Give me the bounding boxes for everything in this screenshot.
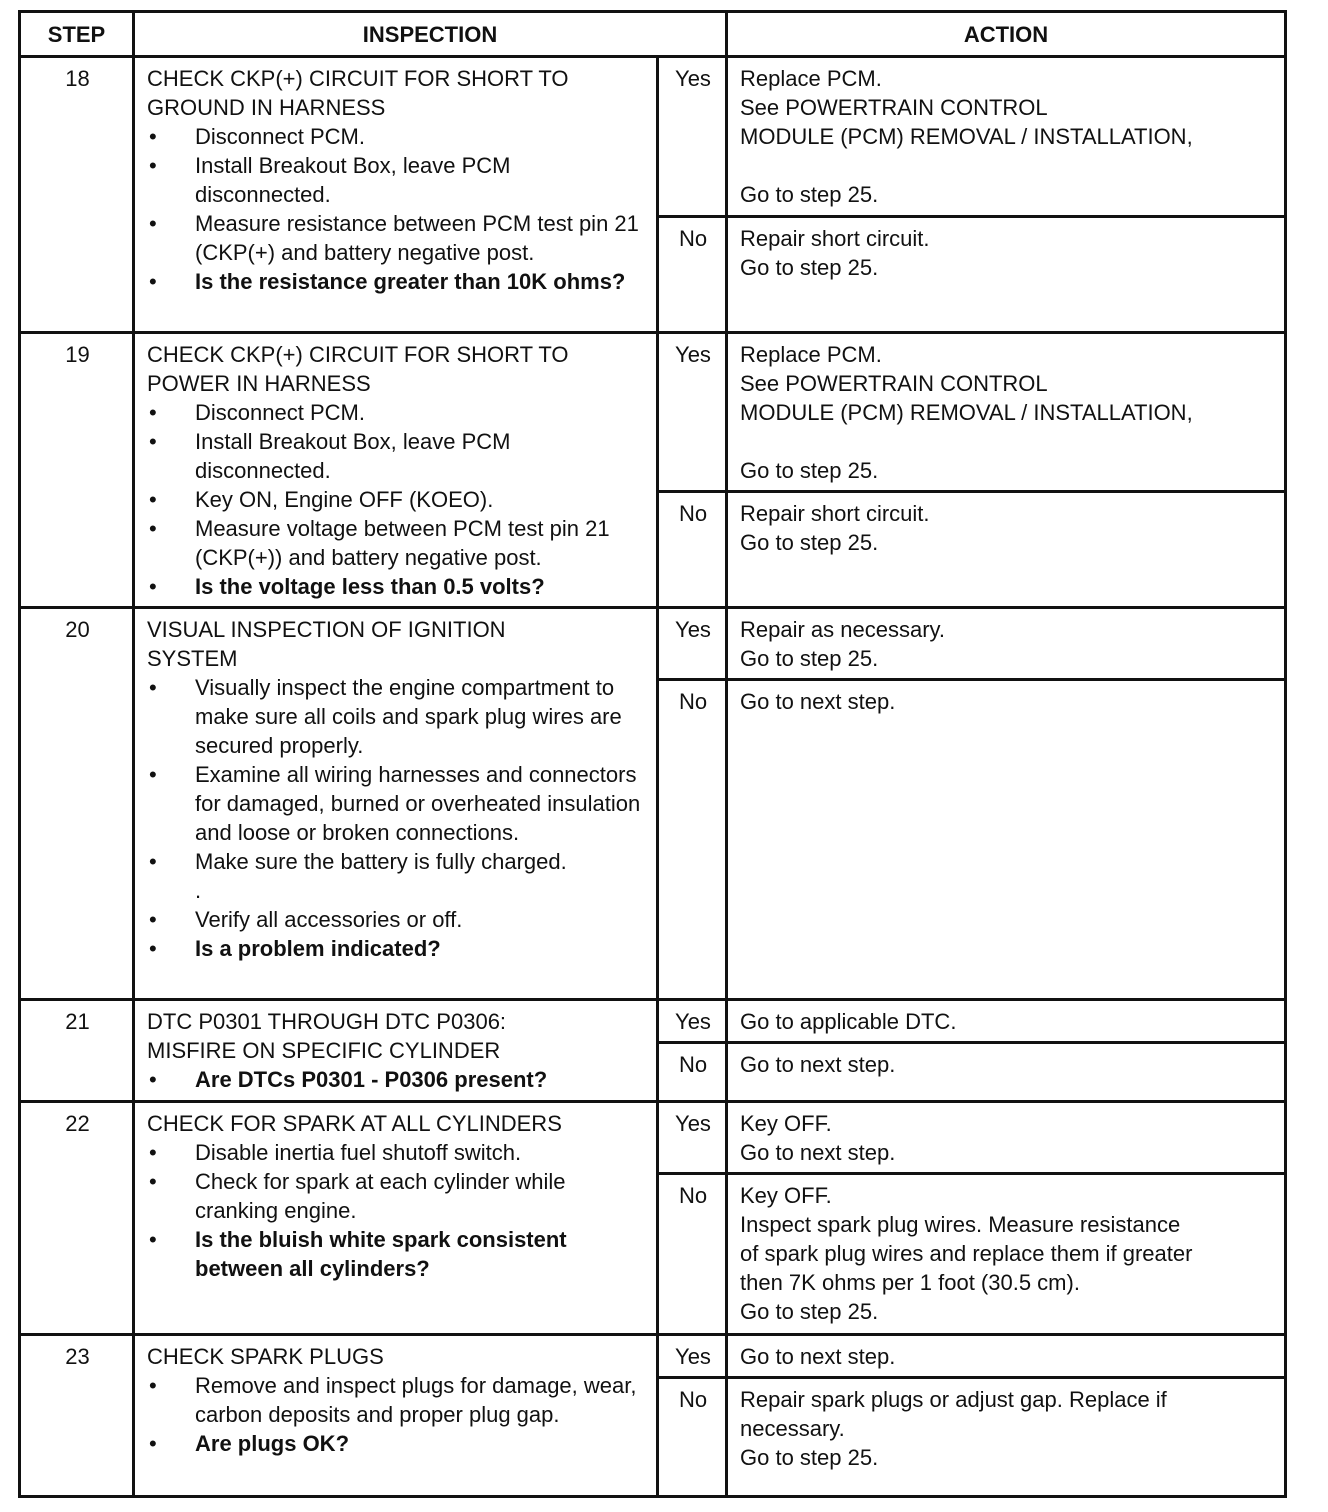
action-line: Go to step 25. — [740, 1299, 879, 1324]
bullet-icon: • — [149, 153, 157, 178]
no-action-cell — [727, 1378, 1286, 1497]
no-action-cell — [727, 492, 1286, 608]
inspection-title-line: CHECK CKP(+) CIRCUIT FOR SHORT TO — [147, 342, 569, 367]
action-spacer — [740, 151, 1274, 180]
bullet-text: Check for spark at each cylinder while cranking engine. — [195, 1169, 566, 1223]
inspection-title-line: MISFIRE ON SPECIFIC CYLINDER — [147, 1038, 501, 1063]
step-number: 19 — [20, 333, 134, 608]
bullet-icon: • — [149, 516, 157, 541]
no-action-cell — [727, 680, 1286, 1000]
bullet-text: Are plugs OK? — [195, 1431, 350, 1456]
step-number: 18 — [20, 57, 134, 333]
action-line: Go to applicable DTC. — [740, 1009, 957, 1034]
no-action-cell — [727, 1043, 1286, 1102]
inspection-cell — [134, 333, 658, 608]
bullet-text: Remove and inspect plugs for damage, wear, carbon deposits and proper plug gap. — [195, 1373, 637, 1427]
yes-answer-label: Yes — [658, 1335, 727, 1378]
inspection-bullet — [147, 122, 646, 151]
inspection-title-line: CHECK FOR SPARK AT ALL CYLINDERS — [147, 1111, 562, 1136]
bullet-text: Is the bluish white spark consistent between all cylinders? — [195, 1227, 567, 1281]
inspection-bullet — [147, 1167, 646, 1225]
action-line: Inspect spark plug wires. Measure resistance — [740, 1212, 1181, 1237]
inspection-bullet — [147, 514, 646, 572]
inspection-question — [147, 267, 646, 296]
bullet-text: Is the resistance greater than 10K ohms? — [195, 269, 626, 294]
action-line: MODULE (PCM) REMOVAL / INSTALLATION, — [740, 124, 1193, 149]
yes-answer-label: Yes — [658, 1000, 727, 1043]
yes-action-cell — [727, 1000, 1286, 1043]
yes-action-cell — [727, 1335, 1286, 1378]
action-line: necessary. — [740, 1416, 845, 1441]
bullet-text: Measure resistance between PCM test pin 21 (CKP(+) and battery negative post. — [195, 211, 639, 265]
inspection-question — [147, 1225, 646, 1283]
action-line: Key OFF. — [740, 1111, 832, 1136]
yes-action-cell — [727, 608, 1286, 680]
bullet-text: Examine all wiring harnesses and connectors for damaged, burned or overheated insulation and loose or broken connections. — [195, 762, 641, 845]
no-action-cell — [727, 1174, 1286, 1335]
bullet-icon: • — [149, 429, 157, 454]
action-spacer — [740, 427, 1274, 456]
bullet-icon: • — [149, 124, 157, 149]
table-body — [20, 57, 1286, 1497]
action-line: Repair as necessary. — [740, 617, 946, 642]
bullet-icon: • — [149, 1169, 157, 1194]
step-row-21-yes — [20, 1000, 1286, 1043]
step-number: 22 — [20, 1102, 134, 1335]
bullet-icon: • — [149, 675, 157, 700]
bullet-text: Verify all accessories or off. — [195, 907, 463, 932]
step-header: STEP — [20, 12, 134, 57]
yes-answer-label: Yes — [658, 1102, 727, 1174]
inspection-bullet — [147, 485, 646, 514]
inspection-question — [147, 1429, 646, 1458]
bullet-icon: • — [149, 1373, 157, 1398]
yes-answer-label: Yes — [658, 608, 727, 680]
bullet-icon: • — [149, 487, 157, 512]
bullet-text: Install Breakout Box, leave PCM disconnected. — [195, 153, 511, 207]
no-answer-label: No — [658, 680, 727, 1000]
step-row-20-yes — [20, 608, 1286, 680]
inspection-question — [147, 934, 646, 963]
inspection-bullet — [147, 209, 646, 267]
bullet-icon: • — [149, 849, 157, 874]
bullet-text: Measure voltage between PCM test pin 21 (CKP(+)) and battery negative post. — [195, 516, 610, 570]
inspection-cell — [134, 57, 658, 333]
inspection-bullet — [147, 847, 646, 876]
bullet-icon: • — [149, 1431, 157, 1456]
action-line: Replace PCM. — [740, 342, 882, 367]
step-row-23-yes — [20, 1335, 1286, 1378]
bullet-icon: • — [149, 574, 157, 599]
inspection-bullet — [147, 151, 646, 209]
bullet-text: Key ON, Engine OFF (KOEO). — [195, 487, 494, 512]
diagnostic-table — [18, 10, 1287, 1498]
inspection-header: INSPECTION — [134, 12, 727, 57]
bullet-text: . — [195, 878, 202, 903]
action-header: ACTION — [727, 12, 1286, 57]
action-line: MODULE (PCM) REMOVAL / INSTALLATION, — [740, 400, 1193, 425]
inspection-title-line: VISUAL INSPECTION OF IGNITION — [147, 617, 506, 642]
inspection-bullet — [147, 427, 646, 485]
inspection-bullet — [147, 760, 646, 847]
action-line: Go to next step. — [740, 1344, 896, 1369]
action-line: Go to step 25. — [740, 530, 879, 555]
action-line: Repair short circuit. — [740, 501, 930, 526]
inspection-bullet — [147, 1138, 646, 1167]
action-line: Go to next step. — [740, 689, 896, 714]
bullet-text: Make sure the battery is fully charged. — [195, 849, 567, 874]
action-line: Go to step 25. — [740, 255, 879, 280]
inspection-question — [147, 1065, 646, 1094]
action-line: Repair spark plugs or adjust gap. Replace if — [740, 1387, 1167, 1412]
inspection-title-line: POWER IN HARNESS — [147, 371, 371, 396]
action-line: Key OFF. — [740, 1183, 832, 1208]
header-row — [20, 12, 1286, 57]
bullet-icon: • — [149, 907, 157, 932]
bullet-text: Disconnect PCM. — [195, 400, 365, 425]
step-row-22-yes — [20, 1102, 1286, 1174]
bullet-icon: • — [149, 1067, 157, 1092]
inspection-cell — [134, 1335, 658, 1497]
action-line: of spark plug wires and replace them if greater — [740, 1241, 1193, 1266]
action-line: See POWERTRAIN CONTROL — [740, 95, 1048, 120]
bullet-text: Disable inertia fuel shutoff switch. — [195, 1140, 522, 1165]
inspection-bullet — [147, 905, 646, 934]
inspection-cell — [134, 1000, 658, 1102]
inspection-title-line: CHECK CKP(+) CIRCUIT FOR SHORT TO — [147, 66, 569, 91]
yes-action-cell — [727, 1102, 1286, 1174]
action-line: Go to step 25. — [740, 1445, 879, 1470]
inspection-title-line: CHECK SPARK PLUGS — [147, 1344, 384, 1369]
bullet-icon: • — [149, 1227, 157, 1252]
bullet-text: Is the voltage less than 0.5 volts? — [195, 574, 545, 599]
action-line: Go to step 25. — [740, 646, 879, 671]
no-answer-label: No — [658, 1378, 727, 1497]
bullet-text: Install Breakout Box, leave PCM disconnected. — [195, 429, 511, 483]
step-number: 21 — [20, 1000, 134, 1102]
action-line: Go to next step. — [740, 1052, 896, 1077]
inspection-cell — [134, 608, 658, 1000]
inspection-question — [147, 572, 646, 601]
action-line: Go to step 25. — [740, 458, 879, 483]
action-line: Replace PCM. — [740, 66, 882, 91]
bullet-text: Are DTCs P0301 - P0306 present? — [195, 1067, 548, 1092]
no-answer-label: No — [658, 217, 727, 333]
yes-answer-label: Yes — [658, 57, 727, 217]
inspection-cell — [134, 1102, 658, 1335]
no-answer-label: No — [658, 1043, 727, 1102]
action-line: Go to step 25. — [740, 182, 879, 207]
bullet-icon: • — [149, 1140, 157, 1165]
bullet-text: Visually inspect the engine compartment to make sure all coils and spark plug wires are secured properly. — [195, 675, 622, 758]
action-line: Go to next step. — [740, 1140, 896, 1165]
yes-action-cell — [727, 57, 1286, 217]
action-line: Repair short circuit. — [740, 226, 930, 251]
bullet-text: Is a problem indicated? — [195, 936, 441, 961]
step-number: 20 — [20, 608, 134, 1000]
step-row-19-yes — [20, 333, 1286, 492]
yes-action-cell — [727, 333, 1286, 492]
inspection-bullet — [147, 673, 646, 760]
bullet-icon: • — [149, 762, 157, 787]
bullet-icon: • — [149, 400, 157, 425]
action-line: See POWERTRAIN CONTROL — [740, 371, 1048, 396]
step-row-18-yes — [20, 57, 1286, 217]
inspection-title-line: GROUND IN HARNESS — [147, 95, 386, 120]
bullet-icon: • — [149, 269, 157, 294]
inspection-title-line: DTC P0301 THROUGH DTC P0306: — [147, 1009, 507, 1034]
inspection-bullet — [147, 398, 646, 427]
inspection-bullet — [147, 1371, 646, 1429]
inspection-title-line: SYSTEM — [147, 646, 238, 671]
step-number: 23 — [20, 1335, 134, 1497]
bullet-icon: • — [149, 211, 157, 236]
yes-answer-label: Yes — [658, 333, 727, 492]
no-answer-label: No — [658, 492, 727, 608]
no-action-cell — [727, 217, 1286, 333]
bullet-text: Disconnect PCM. — [195, 124, 365, 149]
no-answer-label: No — [658, 1174, 727, 1335]
action-line: then 7K ohms per 1 foot (30.5 cm). — [740, 1270, 1080, 1295]
bullet-icon: • — [149, 936, 157, 961]
inspection-bullet — [147, 876, 646, 905]
